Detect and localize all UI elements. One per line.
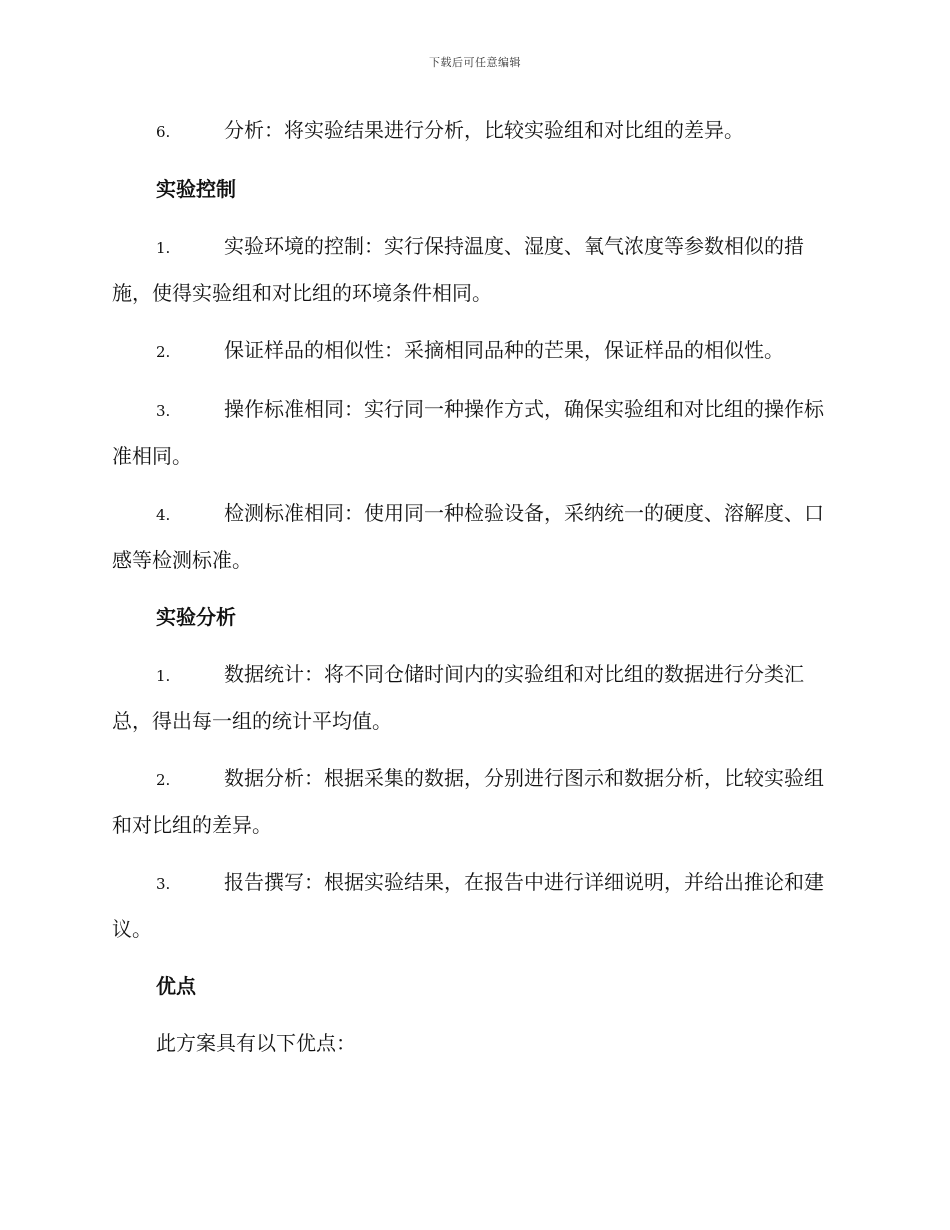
list-item-text: 操作标准相同：实行同一种操作方式，确保实验组和对比组的操作标准相同。: [112, 397, 824, 468]
list-item-text: 数据统计：将不同仓储时间内的实验组和对比组的数据进行分类汇总，得出每一组的统计平均值。: [112, 662, 804, 733]
list-item-text: 实验环境的控制：实行保持温度、湿度、氧气浓度等参数相似的措施，使得实验组和对比组的环境条件相同。: [112, 234, 804, 305]
list-item-analysis-step-6: [112, 108, 834, 155]
list-number: 6.: [156, 123, 171, 141]
section-heading-advantages: 优点: [156, 974, 196, 998]
list-item-control-4: [112, 491, 834, 583]
list-item-text: 保证样品的相似性：采摘相同品种的芒果，保证样品的相似性。: [224, 338, 784, 362]
list-number: 4.: [156, 506, 171, 524]
list-item-text: 检测标准相同：使用同一种检验设备，采纳统一的硬度、溶解度、口感等检测标准。: [112, 501, 824, 572]
list-number: 3.: [156, 402, 171, 420]
list-number: 2.: [156, 343, 171, 361]
list-number: 1.: [156, 239, 171, 257]
list-item-control-2: [112, 328, 834, 375]
list-item-text: 数据分析：根据采集的数据，分别进行图示和数据分析，比较实验组和对比组的差异。: [112, 766, 824, 837]
section-heading-analysis: 实验分析: [156, 605, 236, 629]
list-item-control-3: [112, 387, 834, 479]
list-number: 3.: [156, 875, 171, 893]
section-heading-control: 实验控制: [156, 177, 236, 201]
page-header: 下载后可任意编辑: [429, 56, 521, 69]
list-item-analysis-2: [112, 756, 834, 848]
list-item-text: 分析：将实验结果进行分析，比较实验组和对比组的差异。: [224, 118, 744, 142]
list-item-control-1: [112, 224, 834, 316]
list-item-analysis-1: [112, 652, 834, 744]
advantages-intro: 此方案具有以下优点：: [156, 1031, 356, 1055]
list-item-analysis-3: [112, 860, 834, 952]
list-item-text: 报告撰写：根据实验结果，在报告中进行详细说明，并给出推论和建议。: [112, 870, 824, 941]
list-number: 1.: [156, 667, 171, 685]
list-number: 2.: [156, 771, 171, 789]
document-body: [112, 108, 834, 1078]
